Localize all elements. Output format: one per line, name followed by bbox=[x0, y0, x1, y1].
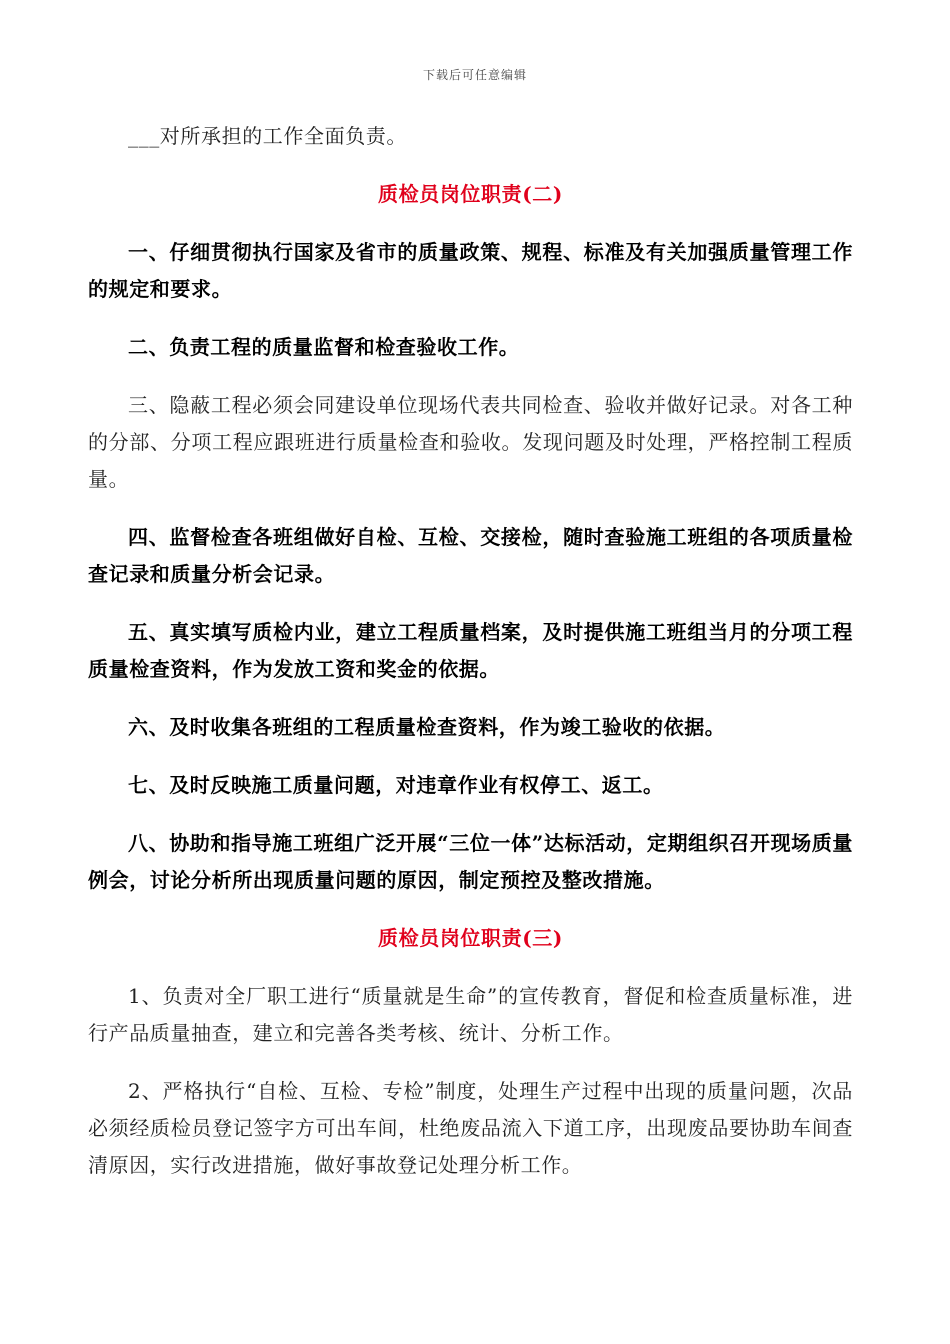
section-title-3: 质检员岗位职责(三) bbox=[378, 926, 563, 950]
section2-item-8: 八、协助和指导施工班组广泛开展“三位一体”达标活动，定期组织召开现场质量例会，讨论分析所出现质量问题的原因，制定预控及整改措施。 bbox=[88, 831, 853, 892]
section2-item-3: 三、隐蔽工程必须会同建设单位现场代表共同检查、验收并做好记录。对各工种的分部、分项工程应跟班进行质量检查和验收。发现问题及时处理，严格控制工程质量。 bbox=[88, 393, 853, 491]
section2-item-7: 七、及时反映施工质量问题，对违章作业有权停工、返工。 bbox=[128, 773, 664, 797]
section3-item-2: 2、严格执行“自检、互检、专检”制度，处理生产过程中出现的质量问题，次品必须经质检员登记签字方可出车间，杜绝废品流入下道工序，出现废品要协助车间查清原因，实行改进措施，做好事故登记处理分析工作。 bbox=[88, 1079, 853, 1177]
section3-item-1: 1、负责对全厂职工进行“质量就是生命”的宣传教育，督促和检查质量标准，进行产品质量抽查，建立和完善各类考核、统计、分析工作。 bbox=[88, 984, 853, 1045]
intro-line: ___对所承担的工作全面负责。 bbox=[128, 124, 407, 148]
section2-item-5: 五、真实填写质检内业，建立工程质量档案，及时提供施工班组当月的分项工程质量检查资料，作为发放工资和奖金的依据。 bbox=[88, 620, 853, 681]
section2-item-6: 六、及时收集各班组的工程质量检查资料，作为竣工验收的依据。 bbox=[128, 715, 726, 739]
document-body bbox=[88, 118, 853, 1205]
section2-item-2: 二、负责工程的质量监督和检查验收工作。 bbox=[128, 335, 520, 359]
header-note: 下载后可任意编辑 bbox=[422, 68, 527, 82]
section2-item-4: 四、监督检查各班组做好自检、互检、交接检，随时查验施工班组的各项质量检查记录和质量分析会记录。 bbox=[88, 525, 853, 586]
section-title-2: 质检员岗位职责(二) bbox=[378, 182, 563, 206]
section2-item-1: 一、仔细贯彻执行国家及省市的质量政策、规程、标准及有关加强质量管理工作的规定和要求。 bbox=[88, 240, 853, 301]
